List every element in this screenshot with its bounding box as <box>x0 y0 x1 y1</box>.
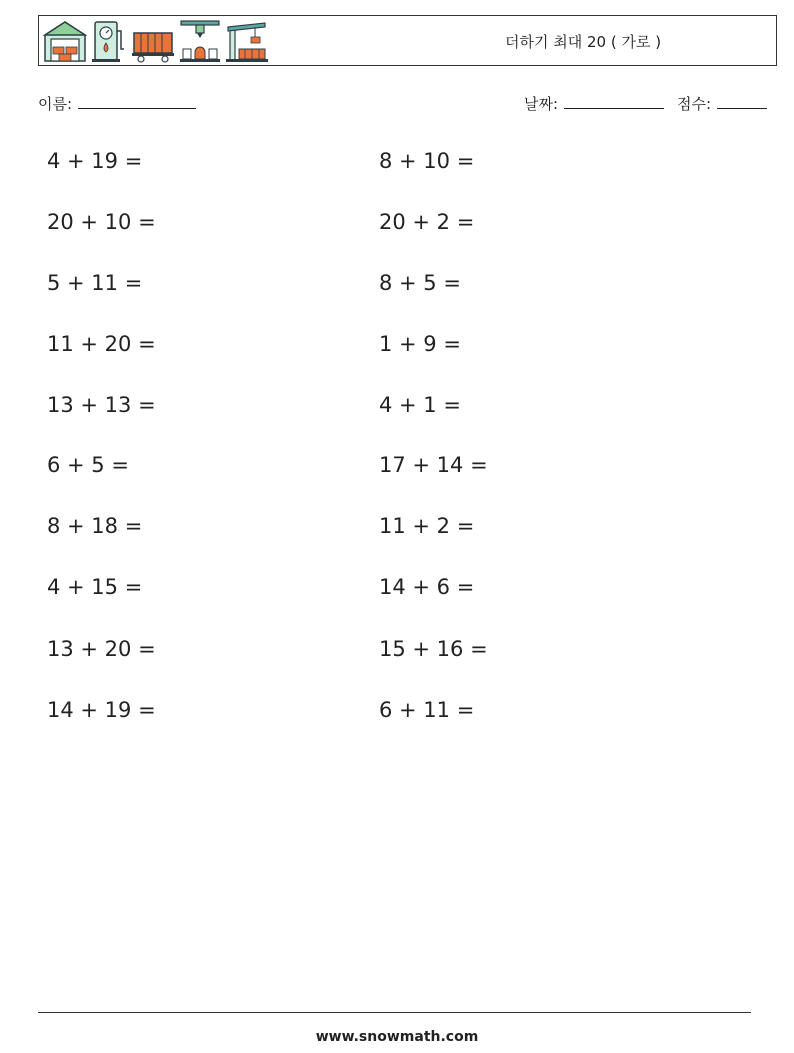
problem-right-6: 17 + 14 = <box>379 453 488 477</box>
problem-right-8: 14 + 6 = <box>379 575 475 599</box>
problem-right-4: 1 + 9 = <box>379 332 461 356</box>
date-line[interactable] <box>564 93 664 109</box>
problem-right-10: 6 + 11 = <box>379 698 475 722</box>
score-line[interactable] <box>717 93 767 109</box>
problem-left-2: 20 + 10 = <box>47 210 156 234</box>
problem-right-2: 20 + 2 = <box>379 210 475 234</box>
problem-right-5: 4 + 1 = <box>379 393 461 417</box>
problem-left-5: 13 + 13 = <box>47 393 156 417</box>
factory-press-icon <box>179 19 221 63</box>
problem-left-7: 8 + 18 = <box>47 514 143 538</box>
freight-wagon-icon <box>131 19 175 63</box>
problem-left-1: 4 + 19 = <box>47 149 143 173</box>
crane-icon <box>225 19 269 63</box>
name-field[interactable] <box>38 93 196 114</box>
footer-site-link[interactable]: www.snowmath.com <box>315 1029 479 1045</box>
score-field[interactable] <box>677 93 767 114</box>
header-icons <box>43 19 269 63</box>
problem-right-1: 8 + 10 = <box>379 149 475 173</box>
date-label: 날짜: <box>524 95 559 113</box>
worksheet-title: 더하기 최대 20 ( 가로 ) <box>505 33 662 51</box>
problem-left-4: 11 + 20 = <box>47 332 156 356</box>
score-label: 점수: <box>677 95 712 113</box>
problem-left-9: 13 + 20 = <box>47 637 156 661</box>
name-line[interactable] <box>78 93 196 109</box>
warehouse-icon <box>43 19 87 63</box>
footer-divider <box>38 1012 751 1013</box>
name-label: 이름: <box>38 95 73 113</box>
fuel-pump-icon <box>91 19 127 63</box>
worksheet-header <box>38 15 777 66</box>
problem-left-3: 5 + 11 = <box>47 271 143 295</box>
problem-left-8: 4 + 15 = <box>47 575 143 599</box>
problem-left-6: 6 + 5 = <box>47 453 129 477</box>
date-field[interactable] <box>524 93 664 114</box>
problem-right-7: 11 + 2 = <box>379 514 475 538</box>
problem-right-3: 8 + 5 = <box>379 271 461 295</box>
problem-right-9: 15 + 16 = <box>379 637 488 661</box>
problem-left-10: 14 + 19 = <box>47 698 156 722</box>
